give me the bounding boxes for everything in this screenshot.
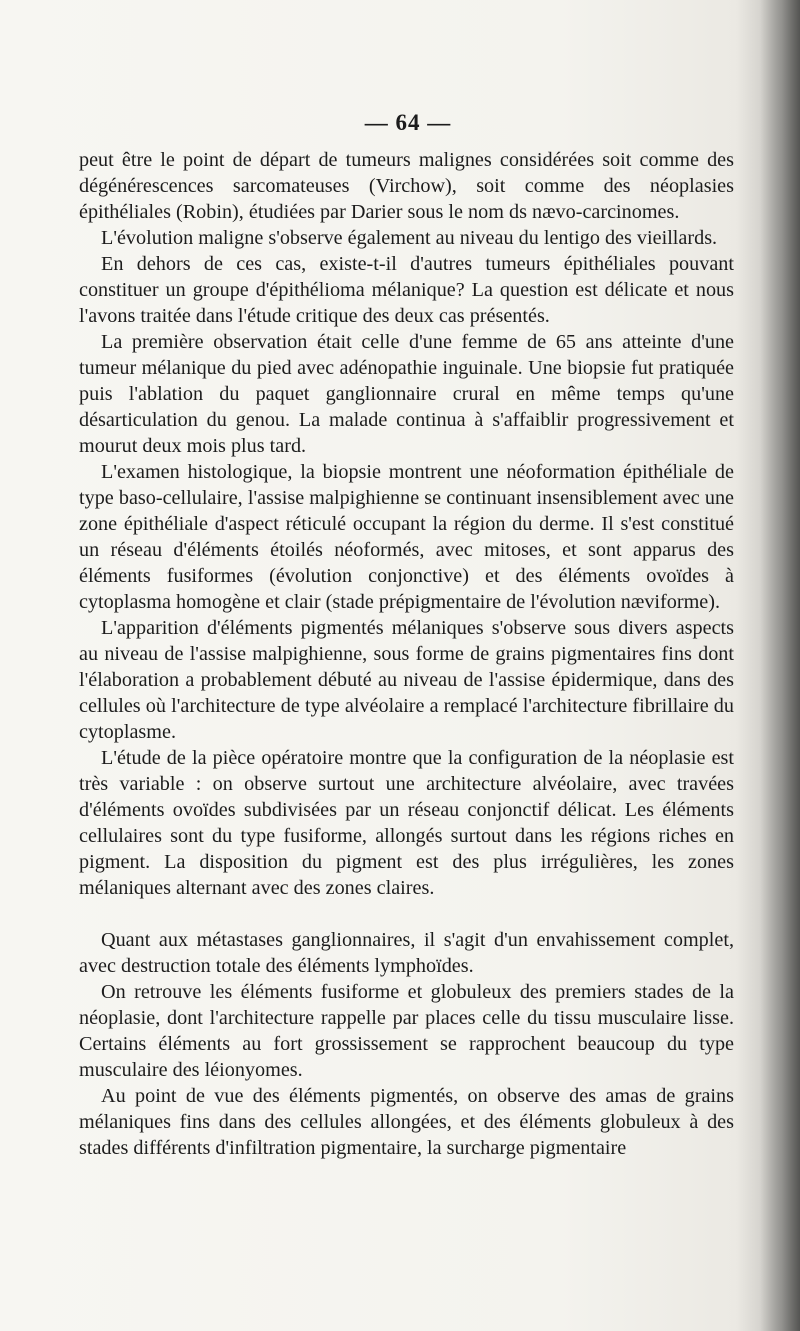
page-number: — 64 —	[364, 110, 452, 135]
paragraph: L'apparition d'éléments pigmentés mélaniques s'observe sous divers aspects au niveau de l'assise malpighienne, sous forme de grains pigmentaires fins dont l'élaboration a probablement débuté au niveau de l'assise épidermique, dans des cellules où l'architecture de type alvéolaire a remplacé l'architecture fibrillaire du cytoplasme.	[79, 617, 734, 743]
paragraph: L'étude de la pièce opératoire montre que la configuration de la néoplasie est très variable : on observe surtout une architecture alvéolaire, avec travées d'éléments ovoïdes subdivisées par un réseau conjonctif délicat. Les éléments cellulaires sont du type fusiforme, allongés surtout dans les régions riches en pigment. La disposition du pigment est des plus irrégulières, les zones mélaniques alternant avec des zones claires.	[79, 747, 734, 899]
paragraph: Quant aux métastases ganglionnaires, il s'agit d'un envahissement complet, avec destruction totale des éléments lymphoïdes.	[79, 929, 734, 977]
paragraph: En dehors de ces cas, existe-t-il d'autres tumeurs épithéliales pouvant constituer un groupe d'épithélioma mélanique? La question est délicate et nous l'avons traitée dans l'étude critique des deux cas présentés.	[79, 253, 734, 327]
paragraph: L'examen histologique, la biopsie montrent une néoformation épithéliale de type baso-cellulaire, l'assise malpighienne se continuant insensiblement avec une zone épithéliale d'aspect réticulé occupant la région du derme. Il s'est constitué un réseau d'éléments étoilés néoformés, avec mitoses, et sont apparus des éléments fusiformes (évolution conjonctive) et des éléments ovoïdes à cytoplasma homogène et clair (stade prépigmentaire de l'évolution næviforme).	[79, 461, 734, 613]
binding-shadow	[760, 0, 800, 1331]
paragraph: Au point de vue des éléments pigmentés, on observe des amas de grains mélaniques fins dans des cellules allongées, et des éléments globuleux à des stades différents d'infiltration pigmentaire, la surcharge pigmentaire	[79, 1085, 734, 1159]
paragraph: On retrouve les éléments fusiforme et globuleux des premiers stades de la néoplasie, dont l'architecture rappelle par places celle du tissu musculaire lisse. Certains éléments au fort grossissement se rapprochent beaucoup du type musculaire des léionyomes.	[79, 981, 734, 1081]
paragraph: La première observation était celle d'une femme de 65 ans atteinte d'une tumeur mélanique du pied avec adénopathie inguinale. Une biopsie fut pratiquée puis l'ablation du paquet ganglionnaire crural en même temps qu'une désarticulation du genou. La malade continua à s'affaiblir progressivement et mourut deux mois plus tard.	[79, 331, 734, 457]
paragraph: L'évolution maligne s'observe également au niveau du lentigo des vieillards.	[101, 227, 718, 249]
paragraph: peut être le point de départ de tumeurs malignes considérées soit comme des dégénérescences sarcomateuses (Virchow), soit comme des néoplasies épithéliales (Robin), étudiées par Darier sous le nom ds nævo-carcinomes.	[79, 149, 734, 223]
body-text	[79, 147, 734, 1161]
